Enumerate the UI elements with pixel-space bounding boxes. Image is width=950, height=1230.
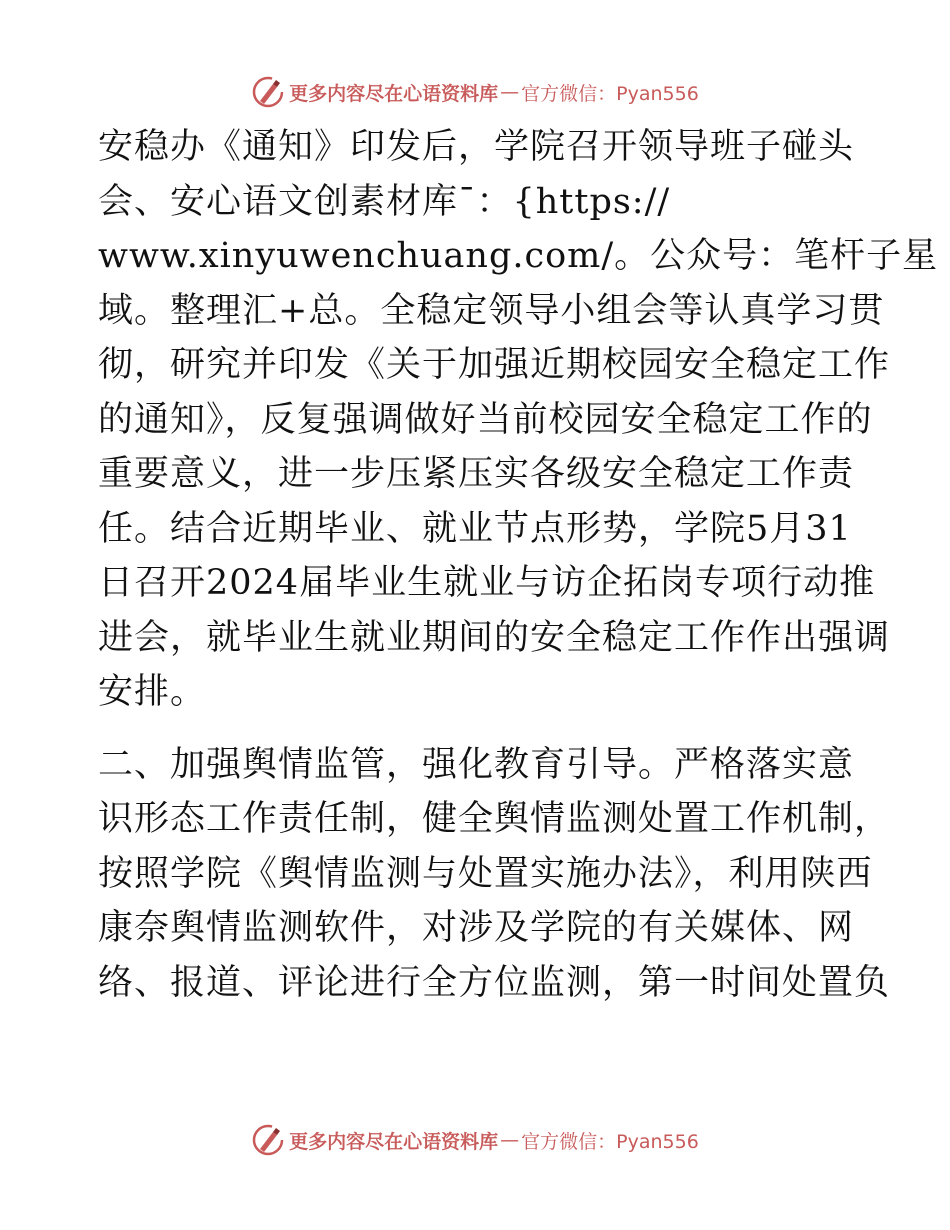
text-line: 进会，就毕业生就业期间的安全稳定工作作出强调 (98, 617, 891, 658)
text-line: 识形态工作责任制，健全舆情监测处置工作机制， (98, 799, 891, 839)
document-body (98, 120, 939, 1010)
banner-contact: 官方微信：Pyan556 (521, 1130, 699, 1153)
pen-nib-logo-icon (251, 1123, 285, 1157)
banner-text: 更多内容尽在心语资料库 (289, 1130, 499, 1153)
banner-separator: — (500, 81, 520, 103)
banner-contact: 官方微信：Pyan556 (521, 82, 699, 105)
text-line: 安排。 (98, 672, 207, 712)
header-banner (0, 72, 950, 112)
text-line: www.xinyuwenchuang.com/。公众号：笔杆子星 (98, 236, 939, 276)
text-line: 重要意义，进一步压紧压实各级安全稳定工作责 (98, 454, 855, 494)
text-line: 二、加强舆情监管，强化教育引导。严格落实意 (98, 744, 855, 785)
text-line: 络、报道、评论进行全方位监测，第一时间处置负 (98, 962, 891, 1003)
paragraph-gap (98, 720, 858, 738)
text-line: 域。整理汇+总。全稳定领导小组会等认真学习贯 (98, 290, 885, 331)
footer-banner (0, 1120, 950, 1160)
banner-text: 更多内容尽在心语资料库 (289, 82, 499, 105)
text-line: 彻，研究并印发《关于加强近期校园安全稳定工作 (98, 345, 891, 385)
paragraph-1 (98, 120, 939, 720)
text-line: 任。结合近期毕业、就业节点形势，学院5月31 (98, 508, 852, 549)
paragraph-2 (98, 738, 891, 1011)
text-line: 安稳办《通知》印发后，学院召开领导班子碰头 (98, 127, 855, 167)
pen-nib-logo-icon (251, 75, 285, 109)
banner-separator: — (500, 1129, 520, 1151)
text-line: 按照学院《舆情监测与处置实施办法》，利用陕西 (98, 853, 873, 894)
text-line: 康奈舆情监测软件，对涉及学院的有关媒体、网 (98, 908, 855, 948)
text-line: 的通知》，反复强调做好当前校园安全稳定工作的 (98, 399, 873, 440)
text-line: 日召开2024届毕业生就业与访企拓岗专项行动推 (98, 563, 876, 603)
text-line: 会、安心语文创素材库¯：{https:// (98, 181, 671, 222)
